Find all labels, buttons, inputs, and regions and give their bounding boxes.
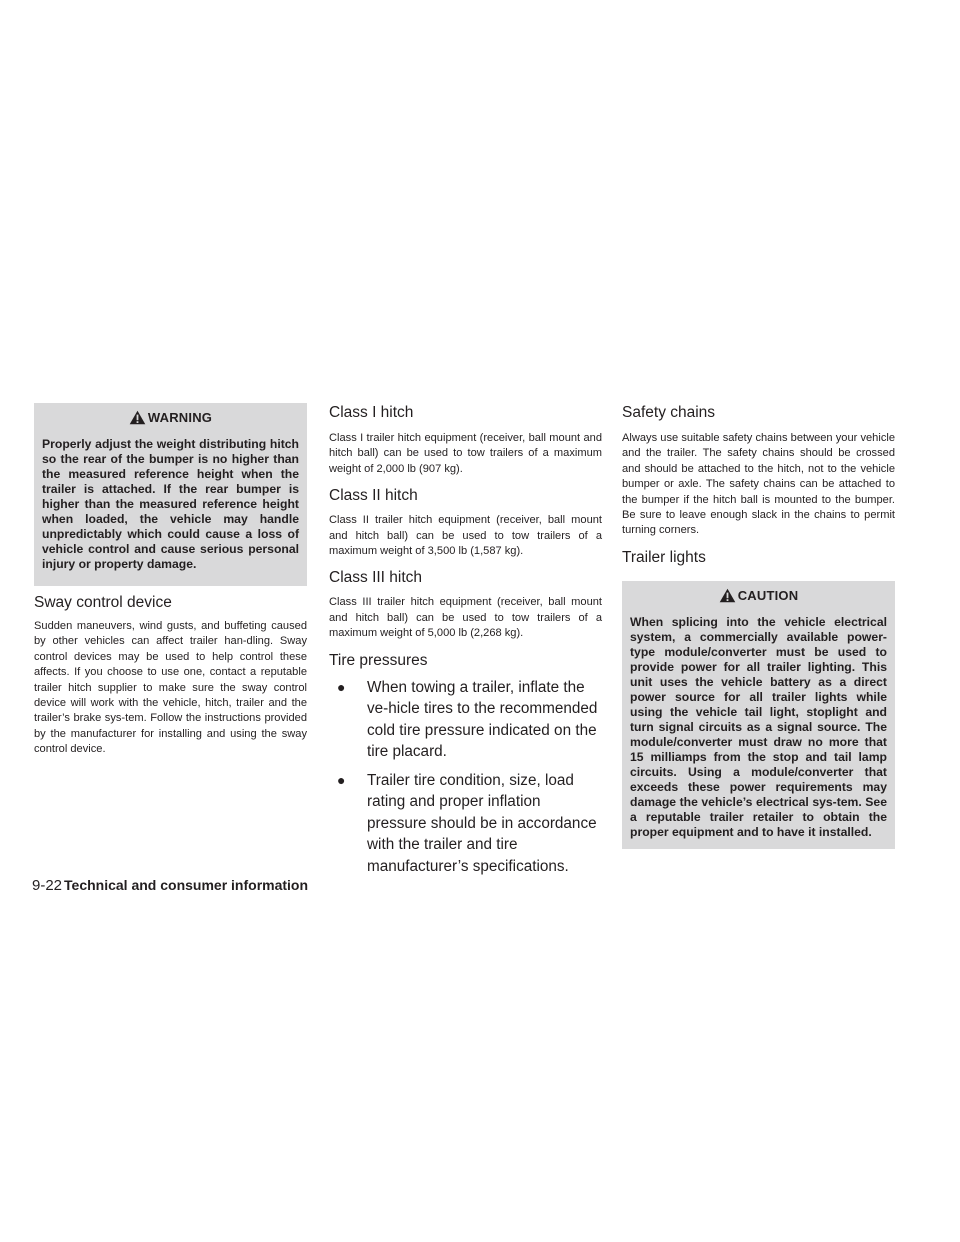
tires-heading: Tire pressures: [329, 651, 428, 669]
caution-box: [622, 581, 895, 849]
warning-triangle-icon: [129, 410, 146, 425]
column-left: [34, 403, 307, 758]
class3-text: Class III trailer hitch equipment (receiver, ball mount and hitch ball) can be used to tow trailers of a maximum weight of 5,000 lb (2,268 kg).: [329, 596, 602, 640]
sway-text: Sudden maneuvers, wind gusts, and buffeting caused by other vehicles can affect trailer han-dling. Sway control devices may be used to help control these affects. If you choose to use one, contact a reputable trailer hitch supplier to make sure the sway control device will work with the vehicle, hitch, trailer and the trailer’s brake sys-tem. Follow the instructions provided by the manufacturer for installing and using the sway control device.: [34, 620, 307, 756]
column-right: [622, 403, 895, 849]
list-item: [329, 770, 602, 878]
lights-heading: Trailer lights: [622, 548, 706, 566]
tires-list: [329, 677, 602, 878]
section-title: Technical and consumer information: [64, 877, 309, 893]
page-number: 9-22: [32, 877, 63, 894]
warning-text: Properly adjust the weight distributing hitch so the rear of the bumper is no higher than the measured reference height when the trailer is attached. If the rear bumper is higher than the measured reference height when loaded, the vehicle may handle unpredictably which could cause a loss of vehicle control and cause serious personal injury or property damage.: [42, 437, 299, 571]
page-footer: [32, 876, 308, 895]
class1-text: Class I trailer hitch equipment (receiver, ball mount and hitch ball) can be used to tow trailers of a maximum weight of 2,000 lb (907 kg).: [329, 432, 602, 475]
warning-title: [42, 410, 299, 425]
caution-title-text: CAUTION: [737, 587, 799, 603]
bullet-icon: ●: [337, 678, 346, 695]
chains-text: Always use suitable safety chains between your vehicle and the trailer. The safety chains should be crossed and should be attached to the hitch, not to the vehicle bumper or axle. The safety chains can be attached to the bumper if the hitch ball is mounted to the bumper. Be sure to leave enough slack in the chains to permit turning corners.: [622, 432, 895, 537]
list-item: [329, 677, 602, 763]
class3-heading: Class III hitch: [329, 569, 423, 587]
warning-title-text: WARNING: [147, 410, 213, 425]
warning-box: [34, 403, 307, 586]
chains-heading: Safety chains: [622, 404, 716, 421]
class1-heading: Class I hitch: [329, 404, 414, 421]
caution-text: When splicing into the vehicle electrical system, a commercially available power-type module/converter must be used to provide power for all trailer lighting. This unit uses the vehicle battery as a direct power source for all trailer lights while using the vehicle tail light, stoplight and turn signal circuits as a signal source. The module/converter must draw no more that 15 milliamps from the stop and tail lamp circuits. Using a module/converter that exceeds these power requirements may damage the vehicle’s electrical sys-tem. See a reputable trailer retailer to obtain the proper equipment and to have it installed.: [630, 614, 887, 839]
sway-heading: Sway control device: [34, 594, 172, 611]
caution-title: [630, 588, 887, 603]
list-item-text: When towing a trailer, inflate the ve-hicle tires to the recommended cold tire pressure indicated on the tire placard.: [367, 678, 598, 761]
class2-text: Class II trailer hitch equipment (receiver, ball mount and hitch ball) can be used to tow trailers of a maximum weight of 3,500 lb (1,587 kg).: [329, 514, 602, 558]
caution-triangle-icon: [719, 588, 736, 603]
bullet-icon: ●: [337, 771, 346, 788]
class2-heading: Class II hitch: [329, 487, 418, 505]
list-item-text: Trailer tire condition, size, load rating and proper inflation pressure should be in accordance with the trailer and tire manufacturer’s specifications.: [367, 771, 597, 875]
column-middle: [329, 403, 602, 884]
